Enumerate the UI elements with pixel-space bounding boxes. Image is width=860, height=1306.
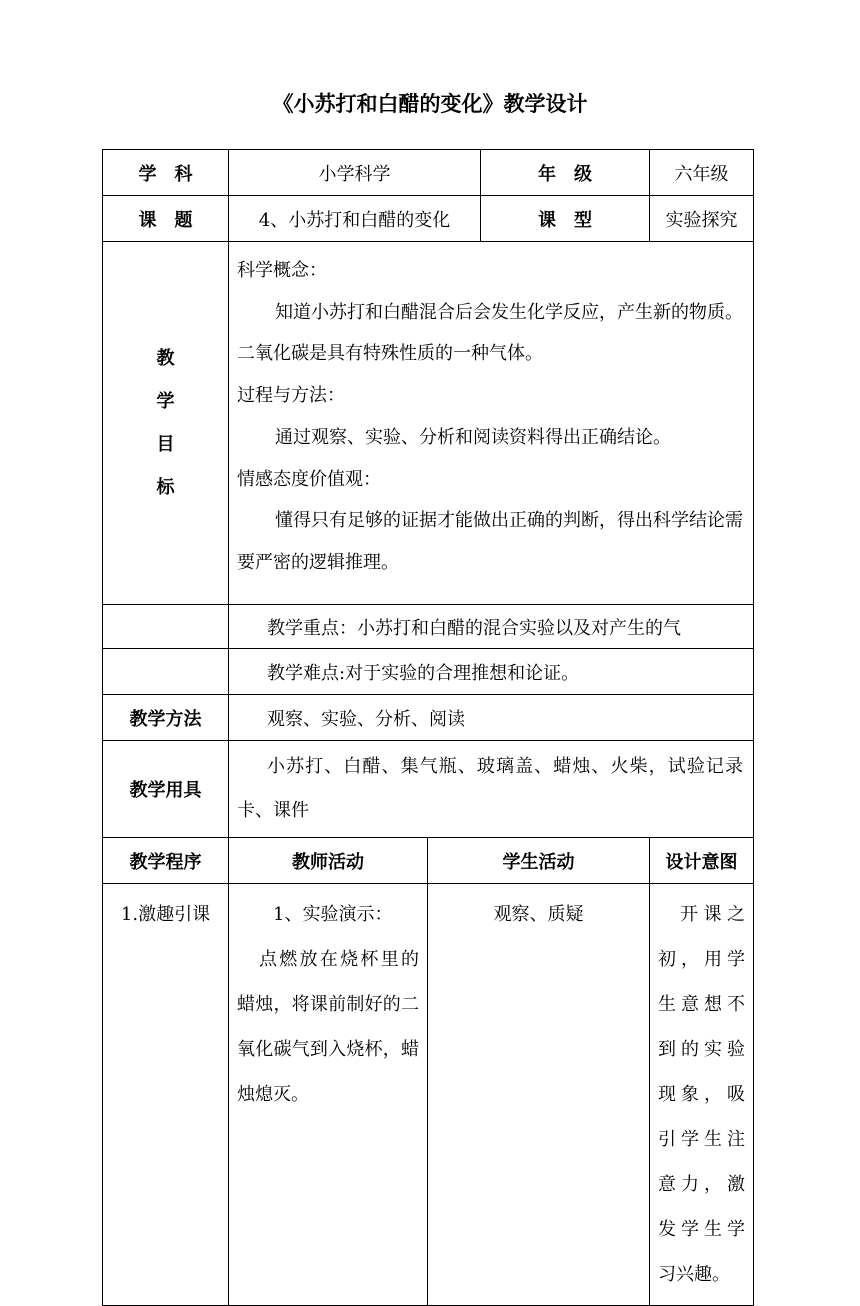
page-title: 《小苏打和白醋的变化》教学设计 [272,92,588,116]
tools-text: 小苏打、白醋、集气瓶、玻璃盖、蜡烛、火柴，试验记录卡、课件 [237,756,743,821]
method-label: 教学方法 [103,695,229,741]
teacher-activity-text: 点燃放在烧杯里的蜡烛，将课前制好的二氧化碳气到入烧杯，蜡烛熄灭。 [237,949,419,1105]
procedure-header-step: 教学程序 [103,838,229,884]
tools-row [103,741,754,838]
procedure-header-row [103,838,754,884]
method-text: 观察、实验、分析、阅读 [267,708,465,730]
goals-label-char: 目 [156,434,175,455]
procedure-step: 1.激趣引课 [103,884,229,1306]
difficulty-row [103,649,754,695]
goals-row [103,242,754,605]
type-value: 实验探究 [650,196,754,242]
topic-value: 4、小苏打和白醋的变化 [229,196,481,242]
concept-heading: 科学概念： [237,260,327,281]
goals-label-char: 学 [156,391,175,412]
key-point-cell [229,605,754,649]
grade-label: 年 级 [481,150,650,196]
method-value [229,695,754,741]
goals-label [103,242,229,605]
procedure-header-teacher: 教师活动 [229,838,428,884]
concept-text: 知道小苏打和白醋混合后会发生化学反应，产生新的物质。二氧化碳是具有特殊性质的一种气体。 [237,301,743,365]
key-point-row [103,605,754,649]
procedure-header-intent: 设计意图 [650,838,754,884]
difficulty-cell [229,649,754,695]
procedure-row [103,884,754,1306]
procedure-student: 观察、质疑 [428,884,650,1306]
goals-label-char: 教 [156,348,175,369]
topic-row [103,196,754,242]
teacher-activity-title: 1、实验演示： [273,904,393,925]
process-text: 通过观察、实验、分析和阅读资料得出正确结论。 [275,426,671,448]
procedure-teacher [229,884,428,1306]
key-point-text: 教学重点：小苏打和白醋的混合实验以及对产生的气 [267,617,681,639]
key-point-label-empty [103,605,229,649]
emotion-heading: 情感态度价值观： [237,468,381,490]
method-row [103,695,754,741]
tools-value [229,741,754,838]
goals-content [229,242,754,605]
procedure-intent: 开课之初，用学生意想不到的实验现象，吸引学生注意力，激发学生学习兴趣。 [650,884,754,1306]
difficulty-text: 教学难点:对于实验的合理推想和论证。 [267,662,580,684]
type-label: 课 型 [481,196,650,242]
procedure-header-student: 学生活动 [428,838,650,884]
grade-value: 六年级 [650,150,754,196]
topic-label: 课 题 [103,196,229,242]
subject-label: 学 科 [103,150,229,196]
tools-label: 教学用具 [103,741,229,838]
lesson-plan-table [102,149,754,1306]
emotion-text: 懂得只有足够的证据才能做出正确的判断，得出科学结论需要严密的逻辑推理。 [237,510,743,573]
subject-row [103,150,754,196]
goals-label-char: 标 [156,477,175,498]
difficulty-label-empty [103,649,229,695]
subject-value: 小学科学 [229,150,481,196]
process-heading: 过程与方法： [237,385,345,407]
